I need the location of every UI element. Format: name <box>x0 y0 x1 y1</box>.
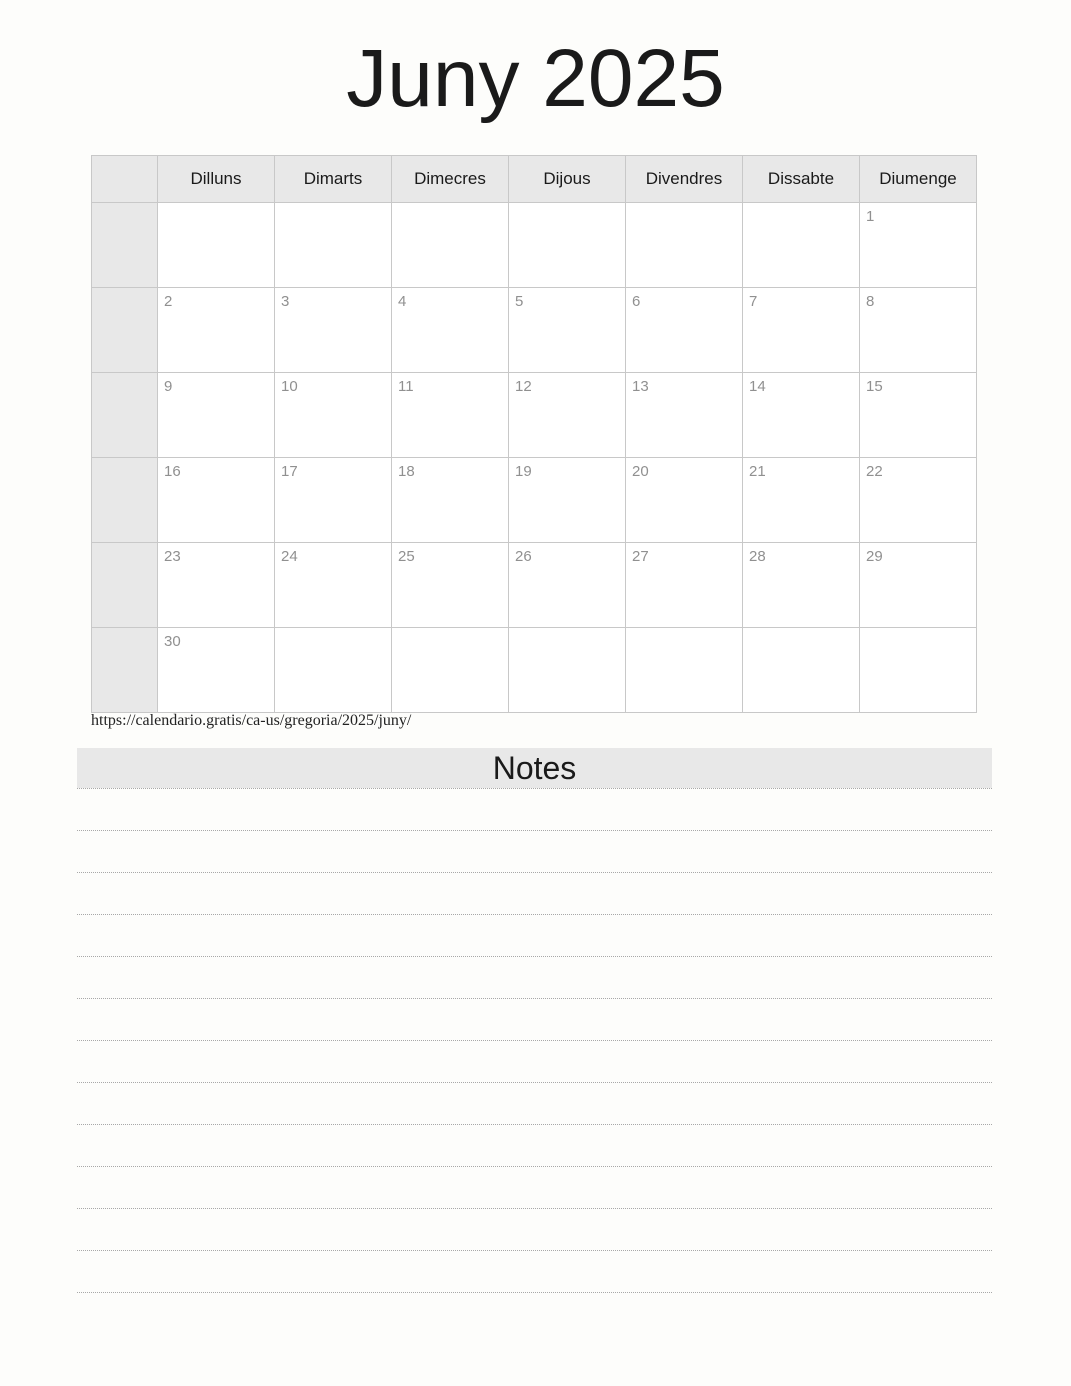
day-cell[interactable] <box>509 288 626 373</box>
day-number: 21 <box>749 463 766 480</box>
calendar-week-row <box>92 458 977 543</box>
day-number: 15 <box>866 378 883 395</box>
day-number <box>743 628 859 634</box>
day-cell[interactable] <box>626 288 743 373</box>
day-cell[interactable] <box>158 458 275 543</box>
week-gutter-cell <box>92 458 158 543</box>
day-number: 6 <box>632 293 641 310</box>
day-number: 12 <box>515 378 532 395</box>
day-number: 26 <box>515 548 532 565</box>
day-number <box>743 203 859 209</box>
day-number <box>392 628 508 634</box>
notes-lines[interactable] <box>77 788 992 1293</box>
note-line[interactable] <box>77 831 992 873</box>
calendar-gutter-header <box>92 156 158 203</box>
day-number: 29 <box>866 548 883 565</box>
day-number <box>392 203 508 209</box>
weekday-header-wednesday: Dimecres <box>392 156 509 203</box>
note-line[interactable] <box>77 999 992 1041</box>
day-number: 7 <box>749 293 758 310</box>
notes-heading: Notes <box>77 748 992 788</box>
calendar-week-row <box>92 288 977 373</box>
weekday-header-tuesday: Dimarts <box>275 156 392 203</box>
note-line[interactable] <box>77 957 992 999</box>
day-number: 28 <box>749 548 766 565</box>
day-number: 3 <box>281 293 290 310</box>
note-line[interactable] <box>77 788 992 831</box>
day-number: 24 <box>281 548 298 565</box>
day-cell[interactable] <box>158 373 275 458</box>
day-number <box>158 203 274 209</box>
week-gutter-cell <box>92 373 158 458</box>
day-cell[interactable] <box>860 543 977 628</box>
day-number: 23 <box>164 548 181 565</box>
calendar-container <box>91 155 977 713</box>
day-number: 9 <box>164 378 173 395</box>
day-cell[interactable] <box>392 288 509 373</box>
week-gutter-cell <box>92 628 158 713</box>
day-cell[interactable] <box>275 203 392 288</box>
day-number: 1 <box>866 208 875 225</box>
day-number: 13 <box>632 378 649 395</box>
day-number: 10 <box>281 378 298 395</box>
day-cell[interactable] <box>275 458 392 543</box>
day-number: 18 <box>398 463 415 480</box>
day-cell[interactable] <box>743 458 860 543</box>
day-number <box>626 203 742 209</box>
day-cell[interactable] <box>509 543 626 628</box>
day-cell[interactable] <box>743 628 860 713</box>
day-cell[interactable] <box>743 543 860 628</box>
note-line[interactable] <box>77 1209 992 1251</box>
day-cell[interactable] <box>509 203 626 288</box>
day-cell[interactable] <box>275 288 392 373</box>
day-number <box>509 203 625 209</box>
day-cell[interactable] <box>860 288 977 373</box>
weekday-header-sunday: Diumenge <box>860 156 977 203</box>
note-line[interactable] <box>77 873 992 915</box>
day-cell[interactable] <box>860 628 977 713</box>
weekday-header-monday: Dilluns <box>158 156 275 203</box>
day-number <box>275 628 391 634</box>
day-number: 16 <box>164 463 181 480</box>
day-cell[interactable] <box>860 203 977 288</box>
calendar-week-row <box>92 628 977 713</box>
day-cell[interactable] <box>392 543 509 628</box>
day-cell[interactable] <box>509 628 626 713</box>
week-gutter-cell <box>92 288 158 373</box>
page-title: Juny 2025 <box>346 33 725 124</box>
day-cell[interactable] <box>743 373 860 458</box>
calendar-header-row <box>92 156 977 203</box>
weekday-header-saturday: Dissabte <box>743 156 860 203</box>
day-cell[interactable] <box>626 373 743 458</box>
note-line[interactable] <box>77 1083 992 1125</box>
calendar-table <box>91 155 977 713</box>
note-line[interactable] <box>77 1125 992 1167</box>
note-line[interactable] <box>77 1251 992 1293</box>
day-number: 8 <box>866 293 875 310</box>
day-cell[interactable] <box>860 458 977 543</box>
day-number: 25 <box>398 548 415 565</box>
day-number <box>626 628 742 634</box>
day-cell[interactable] <box>860 373 977 458</box>
day-cell[interactable] <box>275 628 392 713</box>
day-number: 27 <box>632 548 649 565</box>
calendar-week-row <box>92 543 977 628</box>
day-cell[interactable] <box>626 203 743 288</box>
note-line[interactable] <box>77 1041 992 1083</box>
day-number: 2 <box>164 293 173 310</box>
weekday-header-friday: Divendres <box>626 156 743 203</box>
day-number: 5 <box>515 293 524 310</box>
day-number: 22 <box>866 463 883 480</box>
source-url[interactable]: https://calendario.gratis/ca-us/gregoria/2025/juny/ <box>91 712 412 729</box>
weekday-header-thursday: Dijous <box>509 156 626 203</box>
calendar-week-row <box>92 373 977 458</box>
day-number <box>275 203 391 209</box>
day-number: 17 <box>281 463 298 480</box>
day-cell[interactable] <box>626 628 743 713</box>
day-cell[interactable] <box>626 458 743 543</box>
day-cell[interactable] <box>509 458 626 543</box>
day-cell[interactable] <box>158 288 275 373</box>
day-number: 14 <box>749 378 766 395</box>
calendar-week-row <box>92 203 977 288</box>
notes-section <box>77 748 992 1293</box>
day-cell[interactable] <box>509 373 626 458</box>
day-number: 11 <box>398 378 414 395</box>
day-cell[interactable] <box>626 543 743 628</box>
day-cell[interactable] <box>392 203 509 288</box>
day-cell[interactable] <box>275 373 392 458</box>
day-number <box>860 628 976 634</box>
day-number: 19 <box>515 463 532 480</box>
day-cell[interactable] <box>743 288 860 373</box>
day-number: 30 <box>164 633 181 650</box>
week-gutter-cell <box>92 543 158 628</box>
day-cell[interactable] <box>743 203 860 288</box>
day-number: 4 <box>398 293 407 310</box>
day-cell[interactable] <box>158 543 275 628</box>
day-cell[interactable] <box>392 373 509 458</box>
day-cell[interactable] <box>392 628 509 713</box>
note-line[interactable] <box>77 915 992 957</box>
day-cell[interactable] <box>158 203 275 288</box>
day-cell[interactable] <box>392 458 509 543</box>
note-line[interactable] <box>77 1167 992 1209</box>
day-cell[interactable] <box>158 628 275 713</box>
day-number: 20 <box>632 463 649 480</box>
day-cell[interactable] <box>275 543 392 628</box>
day-number <box>509 628 625 634</box>
week-gutter-cell <box>92 203 158 288</box>
